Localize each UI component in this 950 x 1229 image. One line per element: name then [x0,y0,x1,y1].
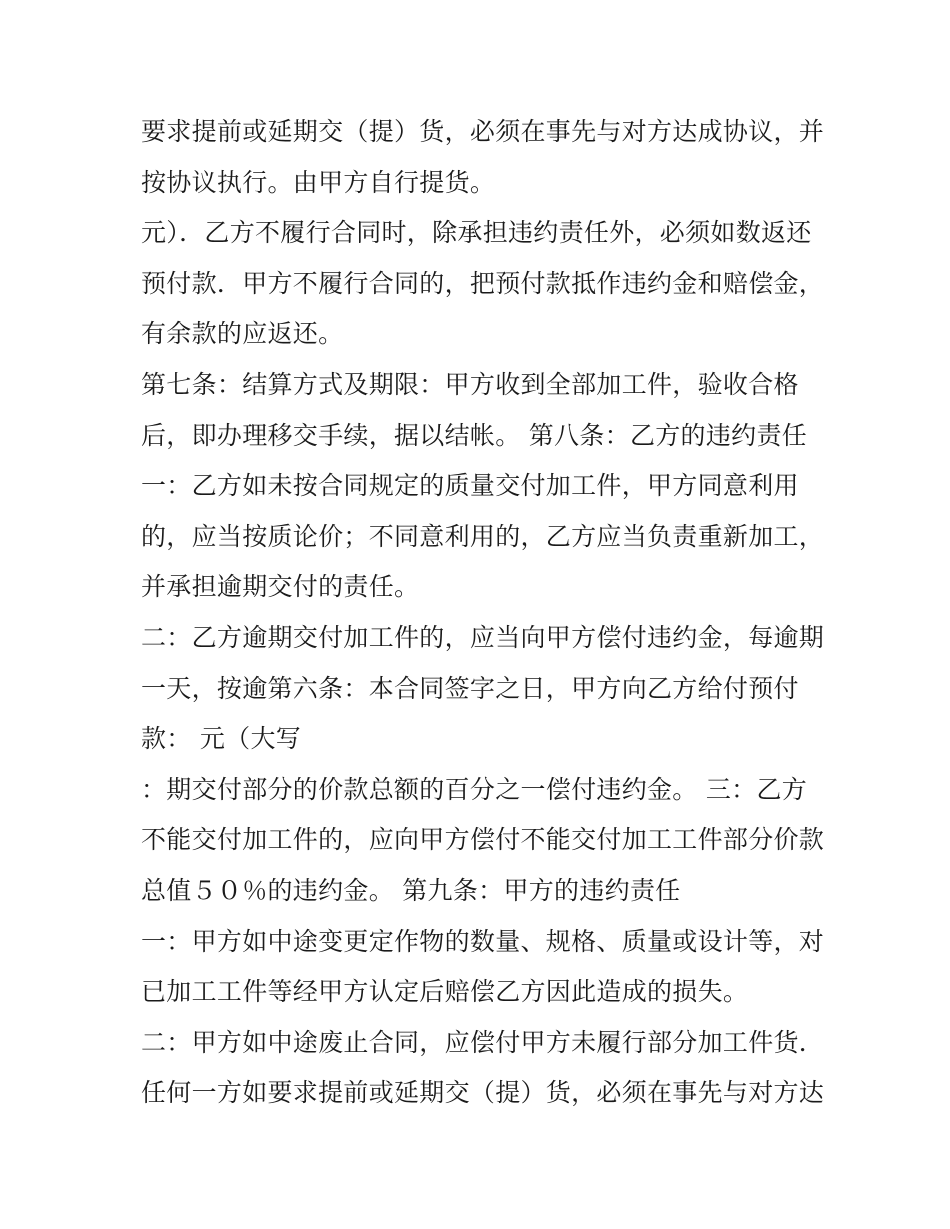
text-line-11: 二：乙方逾期交付加工件的，应当向甲方偿付违约金，每逾期 [141,622,825,652]
text-line-7: 后，即办理移交手续，据以结帐。 第八条：乙方的违约责任 [141,420,808,450]
contract-text [141,107,825,1119]
text-line-9: 的，应当按质论价；不同意利用的，乙方应当负责重新加工， [141,521,825,551]
text-line-16: 总值５０％的违约金。 第九条：甲方的违约责任 [141,875,681,905]
text-line-15: 不能交付加工件的，应向甲方偿付不能交付加工工件部分价款 [141,825,825,855]
text-line-1: 要求提前或延期交（提）货，必须在事先与对方达成协议，并 [141,117,825,146]
text-line-13: 款： 元（大写 [141,724,302,754]
text-line-4: 预付款．甲方不履行合同的，把预付款抵作违约金和赔偿金， [141,268,825,298]
text-line-14: ：期交付部分的价款总额的百分之一偿付违约金。 三：乙方 [141,774,808,804]
text-line-18: 已加工工件等经甲方认定后赔偿乙方因此造成的损失。 [141,977,749,1007]
text-line-19: 二：甲方如中途废止合同，应偿付甲方未履行部分加工件货． [141,1027,825,1057]
text-line-20: 任何一方如要求提前或延期交（提）货，必须在事先与对方达 [141,1078,825,1108]
text-line-2: 按协议执行。由甲方自行提货。 [141,167,496,197]
text-line-5: 有余款的应返还。 [141,319,344,349]
text-line-3: 元）．乙方不履行合同时，除承担违约责任外，必须如数返还 [141,218,812,248]
text-line-8: 一：乙方如未按合同规定的质量交付加工件，甲方同意利用 [141,471,799,501]
text-line-6: 第七条：结算方式及期限：甲方收到全部加工件，验收合格 [141,369,799,399]
text-line-17: 一：甲方如中途变更定作物的数量、规格、质量或设计等，对 [141,926,825,956]
text-line-10: 并承担逾期交付的责任。 [141,572,420,602]
text-line-12: 一天，按逾第六条：本合同签字之日，甲方向乙方给付预付 [141,673,799,703]
